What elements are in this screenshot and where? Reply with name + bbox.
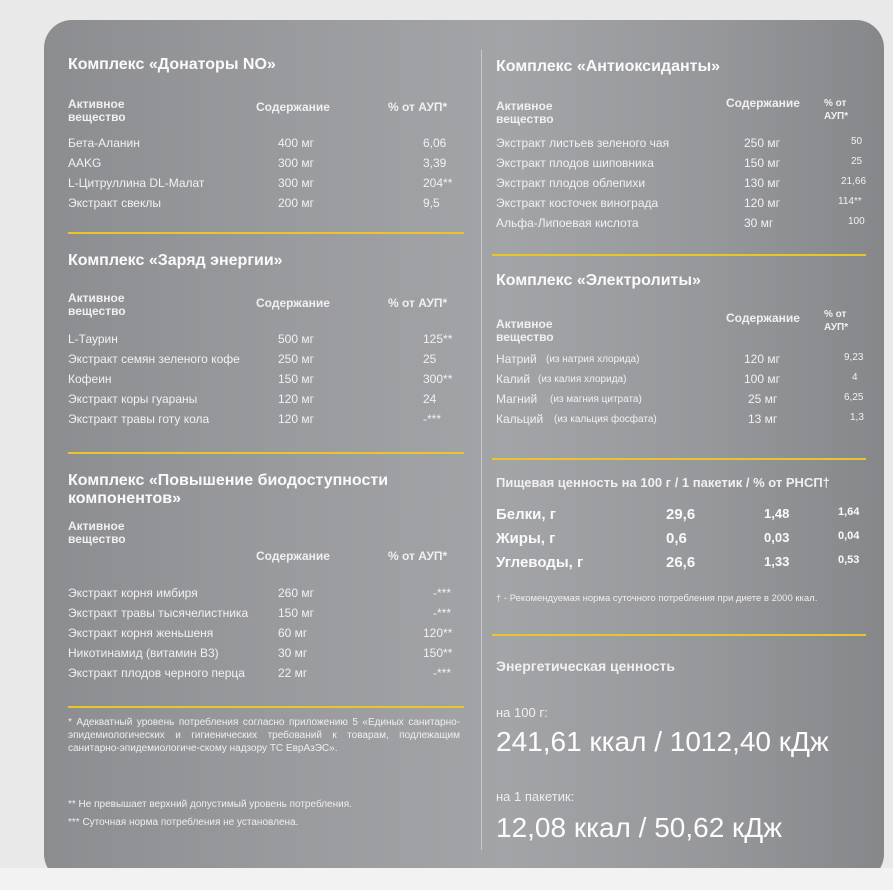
ingredient-name: Магний	[496, 392, 538, 406]
energy-per100-label: на 100 г:	[496, 705, 548, 720]
header-active-substance: Активное вещество	[496, 99, 554, 126]
nutrition-title: Пищевая ценность на 100 г / 1 пакетик / % от РНСП†	[496, 475, 830, 490]
ingredient-pct: 3,39	[423, 156, 447, 170]
ingredient-pct: 25	[423, 352, 437, 366]
header-content: Содержание	[726, 311, 800, 325]
nutrient-pct: 0,04	[838, 530, 860, 542]
ingredient-pct: 24	[423, 392, 437, 406]
ingredient-amount: 120 мг	[278, 412, 314, 426]
ingredient-pct: 100	[848, 216, 865, 227]
header-pct: % от АУП*	[388, 296, 448, 310]
section-divider	[68, 706, 464, 708]
nutrient-pct: 1,64	[838, 506, 860, 518]
ingredient-pct: -***	[433, 586, 452, 600]
section-divider	[492, 458, 866, 460]
ingredient-pct: -***	[423, 412, 442, 426]
ingredient-name: Экстракт коры гуараны	[68, 392, 198, 406]
ingredient-name: Экстракт косточек винограда	[496, 196, 659, 210]
nutrient-per100: 26,6	[666, 554, 696, 571]
ingredient-name: Бета-Аланин	[68, 136, 140, 150]
ingredient-name: L-Цитруллина DL-Малат	[68, 176, 205, 190]
ingredient-pct: 6,25	[844, 392, 864, 403]
section-title-electrolytes: Комплекс «Электролиты»	[496, 272, 701, 289]
ingredient-amount: 250 мг	[744, 136, 780, 150]
ingredient-name: Экстракт плодов облепихи	[496, 176, 646, 190]
ingredient-name: L-Таурин	[68, 332, 118, 346]
nutrient-per100: 29,6	[666, 506, 696, 523]
ingredient-name: AAKG	[68, 156, 102, 170]
column-divider	[481, 50, 482, 850]
ingredient-pct: 125**	[423, 332, 453, 346]
ingredient-source: (из кальция фосфата)	[554, 414, 657, 425]
ingredient-amount: 30 мг	[278, 646, 308, 660]
ingredient-name: Экстракт плодов черного перца	[68, 666, 245, 680]
ingredient-pct: 114**	[838, 196, 862, 207]
ingredient-amount: 30 мг	[744, 216, 774, 230]
section-divider	[68, 452, 464, 454]
bottom-edge	[0, 868, 893, 890]
energy-per-pack-label: на 1 пакетик:	[496, 789, 575, 804]
ingredient-name: Экстракт травы тысячелистника	[68, 606, 249, 620]
section-divider	[68, 232, 464, 234]
ingredient-name: Экстракт плодов шиповника	[496, 156, 654, 170]
header-active-substance: Активное вещество	[68, 519, 126, 546]
ingredient-pct: 25	[851, 156, 863, 167]
header-content: Содержание	[726, 96, 800, 110]
ingredient-name: Никотинамид (витамин В3)	[68, 646, 219, 660]
nutrient-per-pack: 0,03	[764, 530, 790, 545]
ingredient-amount: 400 мг	[278, 136, 314, 150]
header-active-substance: Активное вещество	[68, 97, 126, 124]
section-divider	[492, 254, 866, 256]
header-content: Содержание	[256, 549, 330, 563]
ingredient-pct: 50	[851, 136, 863, 147]
ingredient-pct: 120**	[423, 626, 453, 640]
ingredient-amount: 13 мг	[748, 412, 778, 426]
ingredient-name: Экстракт свеклы	[68, 196, 161, 210]
ingredient-source: (из натрия хлорида)	[546, 354, 640, 365]
nutrition-note: † - Рекомендуемая норма суточного потребления при диете в 2000 ккал.	[496, 593, 818, 604]
ingredient-amount: 120 мг	[744, 352, 780, 366]
section-title-antioxidants: Комплекс «Антиоксиданты»	[496, 58, 721, 75]
ingredient-name: Альфа-Липоевая кислота	[496, 216, 639, 230]
ingredient-pct: -***	[433, 606, 452, 620]
ingredient-name: Экстракт корня имбиря	[68, 586, 198, 600]
supplement-label-panel	[44, 20, 884, 882]
ingredient-amount: 150 мг	[278, 372, 314, 386]
section-title-bioavailability: Комплекс «Повышение биодоступности компонентов»	[68, 472, 389, 507]
ingredient-amount: 200 мг	[278, 196, 314, 210]
ingredient-name: Экстракт корня женьшеня	[68, 626, 214, 640]
ingredient-name: Экстракт листьев зеленого чая	[496, 136, 670, 150]
ingredient-name: Кофеин	[68, 372, 112, 386]
ingredient-name: Экстракт травы готу кола	[68, 412, 210, 426]
ingredient-pct: 9,5	[423, 196, 440, 210]
table-row	[496, 554, 876, 578]
ingredient-pct: -***	[433, 666, 452, 680]
energy-per100-value: 241,61 ккал / 1012,40 кДж	[496, 726, 829, 757]
header-pct: % от АУП*	[388, 100, 448, 114]
section-title-no-donors: Комплекс «Донаторы NO»	[68, 56, 276, 73]
table-row	[496, 530, 876, 554]
nutrient-per-pack: 1,48	[764, 506, 790, 521]
header-pct: % от АУП*	[824, 309, 849, 333]
ingredient-name: Калий	[496, 372, 531, 386]
ingredient-amount: 120 мг	[278, 392, 314, 406]
nutrient-pct: 0,53	[838, 554, 860, 566]
ingredient-pct: 4	[852, 372, 858, 383]
ingredient-pct: 21,66	[841, 176, 867, 187]
ingredient-amount: 260 мг	[278, 586, 314, 600]
ingredient-name: Натрий	[496, 352, 537, 366]
footnote-no-norm: *** Суточная норма потребления не установлена.	[68, 817, 299, 828]
ingredient-source: (из калия хлорида)	[538, 374, 627, 385]
energy-value-title: Энергетическая ценность	[496, 658, 675, 674]
ingredient-amount: 60 мг	[278, 626, 308, 640]
energy-per-pack-value: 12,08 ккал / 50,62 кДж	[496, 812, 783, 843]
header-content: Содержание	[256, 100, 330, 114]
ingredient-amount: 500 мг	[278, 332, 314, 346]
ingredient-amount: 25 мг	[748, 392, 778, 406]
ingredient-source: (из магния цитрата)	[550, 394, 642, 405]
ingredient-amount: 300 мг	[278, 156, 314, 170]
ingredient-pct: 150**	[423, 646, 453, 660]
nutrient-per100: 0,6	[666, 530, 687, 547]
ingredient-amount: 300 мг	[278, 176, 314, 190]
footnote-upper-limit: ** Не превышает верхний допустимый уровень потребления.	[68, 799, 352, 810]
ingredient-pct: 204**	[423, 176, 453, 190]
nutrient-name: Белки, г	[496, 506, 556, 523]
ingredient-pct: 1,3	[850, 412, 864, 423]
ingredient-amount: 130 мг	[744, 176, 780, 190]
ingredient-amount: 150 мг	[278, 606, 314, 620]
ingredient-pct: 9,23	[844, 352, 864, 363]
ingredient-pct: 300**	[423, 372, 453, 386]
section-divider	[492, 634, 866, 636]
table-row	[496, 506, 876, 530]
header-content: Содержание	[256, 296, 330, 310]
nutrient-per-pack: 1,33	[764, 554, 790, 569]
header-active-substance: Активное вещество	[496, 317, 554, 344]
nutrient-name: Жиры, г	[496, 530, 556, 547]
ingredient-amount: 100 мг	[744, 372, 780, 386]
ingredient-name: Кальций	[496, 412, 544, 426]
ingredient-name: Экстракт семян зеленого кофе	[68, 352, 240, 366]
ingredient-pct: 6,06	[423, 136, 447, 150]
ingredient-amount: 250 мг	[278, 352, 314, 366]
ingredient-amount: 22 мг	[278, 666, 308, 680]
header-pct: % от АУП*	[824, 98, 849, 122]
nutrient-name: Углеводы, г	[496, 554, 584, 571]
section-title-energy: Комплекс «Заряд энергии»	[68, 252, 283, 269]
header-active-substance: Активное вещество	[68, 291, 126, 318]
ingredient-amount: 120 мг	[744, 196, 780, 210]
header-pct: % от АУП*	[388, 549, 448, 563]
ingredient-amount: 150 мг	[744, 156, 780, 170]
footnote-adequate-level: * Адекватный уровень потребления согласно приложению 5 «Единых санитарно-эпидемиологических и гигиенических требований к товарам, подлежащим санитарно-эпидемиологиче-скому надзору ТС ЕврАзЭС».	[68, 717, 460, 754]
